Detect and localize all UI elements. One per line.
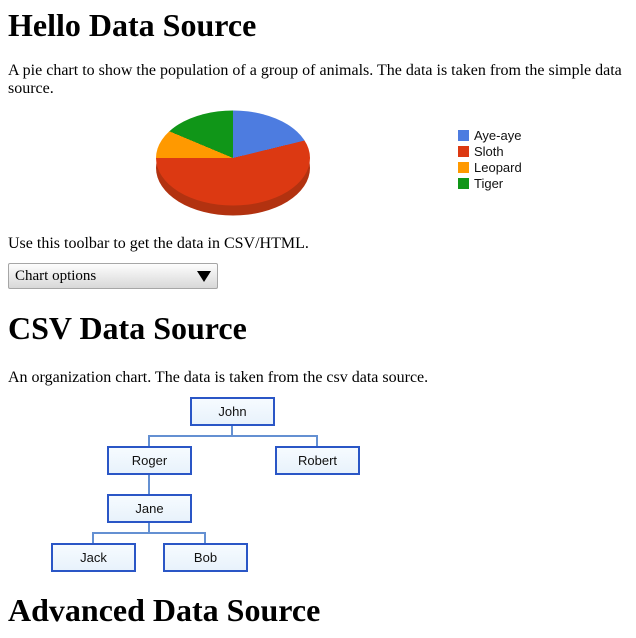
legend-item (458, 178, 522, 189)
advanced-section-title: Advanced Data Source (8, 592, 321, 628)
pie-legend (458, 130, 522, 194)
org-node-john[interactable]: John (190, 397, 275, 426)
dropdown-arrow-icon (197, 271, 211, 282)
legend-swatch-icon (458, 162, 469, 173)
org-node-roger[interactable]: Roger (107, 446, 192, 475)
legend-item (458, 146, 522, 157)
connector-line (92, 532, 206, 534)
legend-item (458, 130, 522, 141)
legend-swatch-icon (458, 178, 469, 189)
legend-label: Tiger (474, 176, 504, 191)
legend-swatch-icon (458, 146, 469, 157)
org-node-bob[interactable]: Bob (163, 543, 248, 572)
org-node-jane[interactable]: Jane (107, 494, 192, 523)
chart-options-dropdown[interactable] (8, 263, 218, 289)
legend-label: Leopard (474, 160, 522, 175)
csv-section-description: An organization chart. The data is taken from the csv data source. (8, 369, 429, 386)
connector-line (148, 435, 318, 437)
hello-section-title: Hello Data Source (8, 7, 257, 43)
csv-section-title: CSV Data Source (8, 310, 247, 346)
org-node-robert[interactable]: Robert (275, 446, 360, 475)
legend-label: Sloth (474, 144, 504, 159)
connector-line (148, 474, 150, 495)
legend-swatch-icon (458, 130, 469, 141)
chart-options-dropdown-label: Chart options (15, 268, 97, 284)
hello-section-description: A pie chart to show the population of a group of animals. The data is taken from the simple data source. (8, 62, 622, 98)
legend-label: Aye-aye (474, 128, 522, 143)
legend-item (458, 162, 522, 173)
pie-slices (156, 110, 310, 205)
toolbar-hint: Use this toolbar to get the data in CSV/HTML. (8, 235, 309, 252)
org-node-jack[interactable]: Jack (51, 543, 136, 572)
